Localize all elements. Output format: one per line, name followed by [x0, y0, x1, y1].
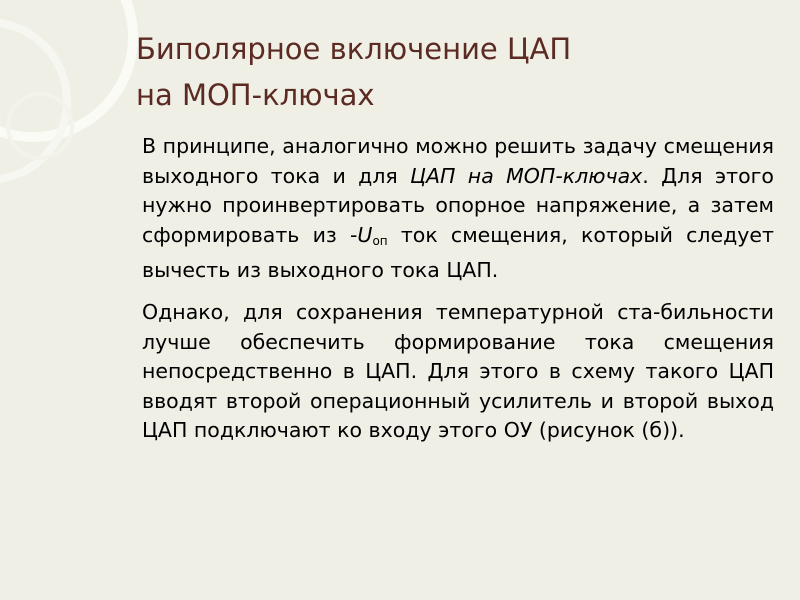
slide-title [136, 26, 776, 118]
paragraph-1-italic: ЦАП на МОП-ключах [410, 163, 643, 188]
paragraph-1-text-b: . Для этого нужно проинвертировать опорное напряжение, а затем сформировать из - [142, 163, 774, 247]
decorative-circle [6, 92, 74, 160]
voltage-symbol: U [357, 222, 373, 247]
voltage-subscript: оп [372, 233, 388, 248]
paragraph-1-text-c: ток смещения, который следует вычесть из выходного тока ЦАП. [142, 222, 774, 283]
paragraph-1 [142, 132, 774, 286]
title-line-2: на МОП-ключах [136, 78, 375, 112]
title-line-1: Биполярное включение ЦАП [136, 32, 572, 66]
paragraph-2: Однако, для сохранения температурной ста-бильности лучше обеспечить формирование тока смещения непосредственно в ЦАП. Для этого в схему такого ЦАП вводят второй операционный усилитель и второй выход ЦАП подключают ко входу этого ОУ (рисунок (б)). [142, 299, 774, 443]
paragraph-1-text-a: В принципе, аналогично можно решить задачу смещения выходного тока и для [142, 134, 774, 188]
slide-body [142, 132, 774, 458]
